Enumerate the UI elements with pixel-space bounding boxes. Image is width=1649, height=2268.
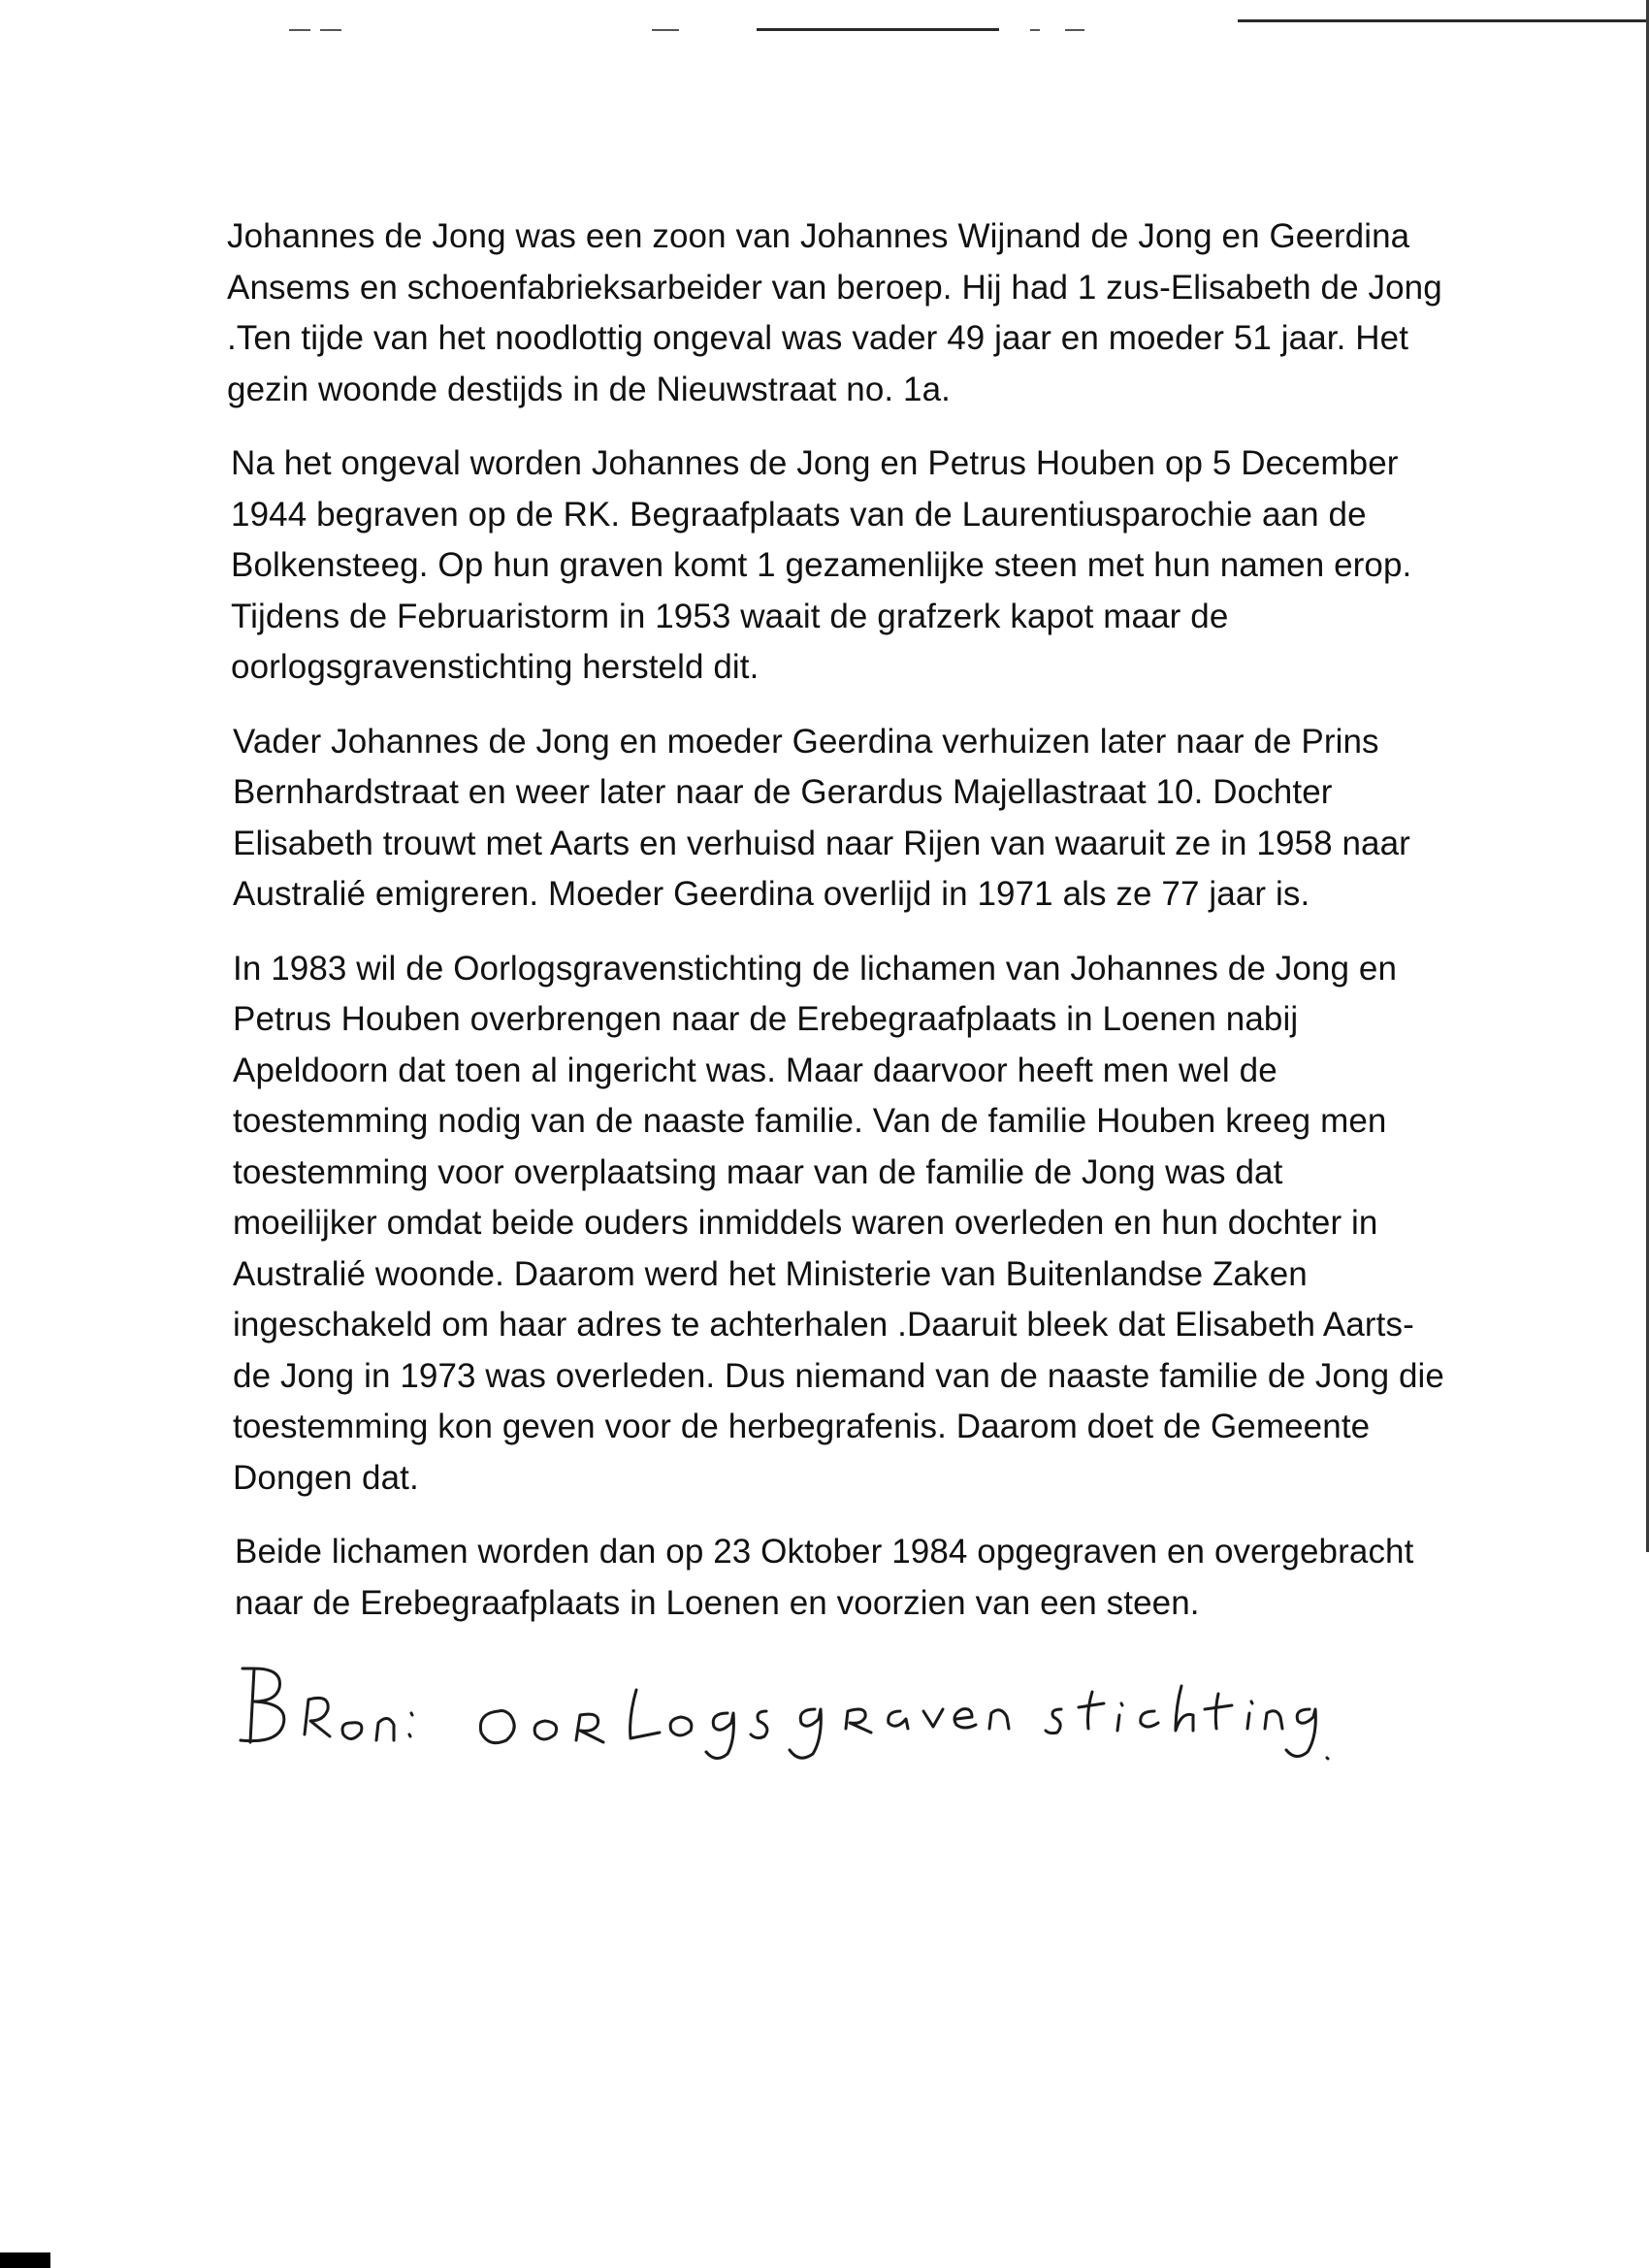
paragraph-reburial-request: In 1983 wil de Oorlogsgravenstichting de lichamen van Johannes de Jong en Petrus Houben overbrengen naar de Erebegraafplaats in Loenen nabij Apeldoorn dat toen al ingericht was. Maar daarvoor heeft men wel de toestemming nodig van de naaste familie. Van de familie Houben kreeg men toestemming voor overplaatsing maar van de familie de Jong was dat moeilijker omdat beide ouders inmiddels waren overleden en hun dochter in Australié woonde. Daarom werd het Ministerie van Buitenlandse Zaken ingeschakeld om haar adres te achterhalen .Daaruit bleek dat Elisabeth Aarts- de Jong in 1973 was overleden. Dus niemand van de naaste familie de Jong die toestemming kon geven voor de herbegrafenis. Daarom doet de Gemeente Dongen dat.	[233, 949, 1444, 1497]
paragraph-parents: Vader Johannes de Jong en moeder Geerdina verhuizen later naar de Prins Bernhardstraat en weer later naar de Gerardus Majellastraat 10. Dochter Elisabeth trouwt met Aarts en verhuisd naar Rijen van waaruit ze in 1958 naar Australié emigreren. Moeder Geerdina overlijd in 1971 als ze 77 jaar is.	[233, 722, 1410, 913]
scan-artifact-line	[1065, 29, 1084, 31]
scan-artifact-line	[1238, 19, 1649, 22]
scan-artifact-line	[289, 29, 310, 31]
handwritten-source-note	[215, 1639, 1331, 1766]
paragraph-burial: Na het ongeval worden Johannes de Jong en Petrus Houben op 5 December 1944 begraven op de RK. Begraafplaats van de Laurentiusparochie aan de Bolkensteeg. Op hun graven komt 1 gezamenlijke steen met hun namen erop. Tijdens de Februaristorm in 1953 waait de grafzerk kapot maar de oorlogsgravenstichting hersteld dit.	[231, 444, 1412, 686]
scan-artifact-line	[1030, 29, 1040, 31]
scan-artifact-corner	[0, 2252, 50, 2268]
document-body	[227, 211, 1488, 1652]
paragraph-family: Johannes de Jong was een zoon van Johannes Wijnand de Jong en Geerdina Ansems en schoenfabrieksarbeider van beroep. Hij had 1 zus-Elisabeth de Jong .Ten tijde van het noodlottig ongeval was vader 49 jaar en moeder 51 jaar. Het gezin woonde destijds in de Nieuwstraat no. 1a.	[227, 217, 1442, 408]
scan-artifact-line	[652, 29, 679, 31]
scan-artifact-line	[757, 28, 999, 31]
paragraph-exhumation: Beide lichamen worden dan op 23 Oktober 1984 opgegraven en overgebracht naar de Erebegraafplaats in Loenen en voorzien van een steen.	[235, 1533, 1414, 1622]
scan-artifact-line	[320, 29, 341, 31]
